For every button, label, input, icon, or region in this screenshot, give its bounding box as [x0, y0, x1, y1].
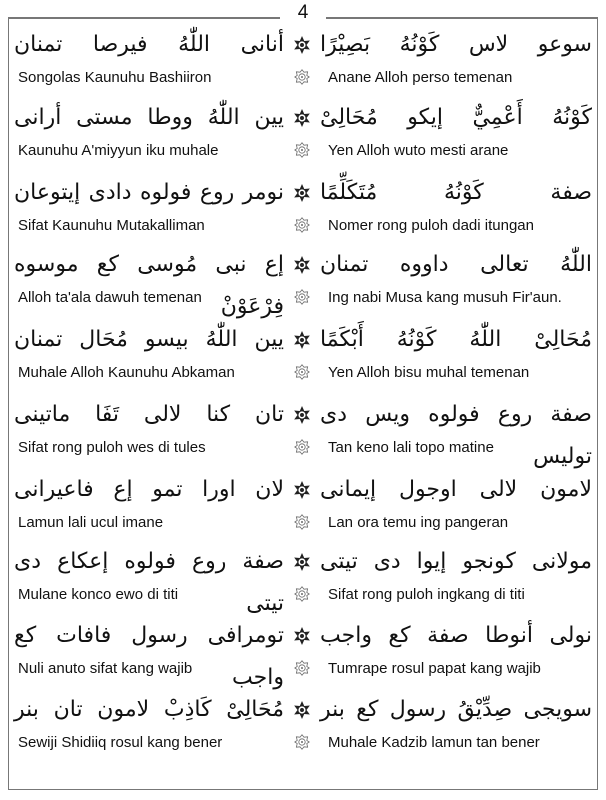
flower-ornament-icon: [294, 142, 310, 158]
arabic-verse-left: يين اللّٰهُ ووطا مستى أرانى: [14, 105, 284, 130]
latin-verse-left: Sifat Kaunuhu Mutakalliman: [18, 217, 205, 234]
arabic-verse-left: لان اورا تمو إع فاعيرانى: [14, 477, 284, 502]
latin-verse-right: Ing nabi Musa kang musuh Fir'aun.: [328, 289, 562, 306]
verse-row: [12, 244, 594, 318]
arabic-verse-left: نومر روع فولوه دادى إيتوعان: [14, 180, 284, 205]
star-ornament-icon: [293, 553, 311, 571]
page-number: 4: [297, 2, 309, 23]
latin-verse-left: Sewiji Shidiiq rosul kang bener: [18, 734, 223, 751]
arabic-verse-right: صفة كَوْنُهُ مُتَكَلِّمًا: [320, 180, 592, 205]
arabic-verse-right: اللّٰهُ تعالى داووه تمنان: [320, 252, 592, 277]
flower-ornament-icon: [294, 364, 310, 380]
star-ornament-icon: [293, 331, 311, 349]
arabic-verse-left: يين اللّٰهُ بيسو مُحَال تمنان: [14, 327, 284, 352]
star-ornament-icon: [293, 406, 311, 424]
arabic-verse-right: صفة روع فولوه ويس دى توليس: [320, 402, 592, 469]
arabic-verse-right: سوعو لاس كَوْنُهُ بَصِيْرًا: [320, 32, 592, 57]
verse-row: [12, 469, 594, 543]
verse-row: [12, 394, 594, 468]
verse-row: [12, 24, 594, 98]
arabic-verse-right: سويجى صِدِّيْقُ رسول كع بنر: [320, 697, 592, 722]
latin-verse-right: Muhale Kadzib lamun tan bener: [328, 734, 540, 751]
verse-row: [12, 172, 594, 246]
flower-ornament-icon: [294, 69, 310, 85]
verse-row: [12, 319, 594, 393]
star-ornament-icon: [293, 701, 311, 719]
arabic-verse-right: مُحَالِىْ اللّٰهُ كَوْنُهُ أَبْكَمًا: [320, 327, 592, 352]
star-ornament-icon: [293, 109, 311, 127]
arabic-verse-left: تان كنا لالى تَفَا ماتينى: [14, 402, 284, 427]
verse-row: [12, 97, 594, 171]
latin-verse-left: Songolas Kaunuhu Bashiiron: [18, 69, 212, 86]
latin-verse-right: Tumrape rosul papat kang wajib: [328, 660, 541, 677]
arabic-verse-right: كَوْنُهُ أَعْمِيٌّ إيكو مُحَالِىْ: [320, 105, 592, 130]
latin-verse-left: Nuli anuto sifat kang wajib: [18, 660, 193, 677]
verse-row: [12, 689, 594, 763]
latin-verse-right: Yen Alloh bisu muhal temenan: [328, 364, 530, 381]
latin-verse-right: Anane Alloh perso temenan: [328, 69, 513, 86]
verse-row: [12, 615, 594, 689]
verse-row: [12, 541, 594, 615]
flower-ornament-icon: [294, 734, 310, 750]
latin-verse-left: Kaunuhu A'miyyun iku muhale: [18, 142, 219, 159]
star-ornament-icon: [293, 36, 311, 54]
latin-verse-right: Sifat rong puloh ingkang di titi: [328, 586, 525, 603]
star-ornament-icon: [293, 184, 311, 202]
arabic-verse-left: مُحَالِىْ كَاذِبْ لامون تان بنر: [14, 697, 284, 722]
star-ornament-icon: [293, 481, 311, 499]
flower-ornament-icon: [294, 660, 310, 676]
arabic-verse-left: صفة روع فولوه إعكاع دى تيتى: [14, 549, 284, 616]
latin-verse-right: Nomer rong puloh dadi itungan: [328, 217, 534, 234]
latin-verse-left: Sifat rong puloh wes di tules: [18, 439, 206, 456]
latin-verse-left: Lamun lali ucul imane: [18, 514, 164, 531]
latin-verse-right: Lan ora temu ing pangeran: [328, 514, 509, 531]
star-ornament-icon: [293, 627, 311, 645]
latin-verse-right: Yen Alloh wuto mesti arane: [328, 142, 509, 159]
arabic-verse-right: لامون لالى اوجول إيمانى: [320, 477, 592, 502]
latin-verse-right: Tan keno lali topo matine: [328, 439, 494, 456]
latin-verse-left: Alloh ta'ala dawuh temenan: [18, 289, 202, 306]
star-ornament-icon: [293, 256, 311, 274]
flower-ornament-icon: [294, 289, 310, 305]
flower-ornament-icon: [294, 514, 310, 530]
flower-ornament-icon: [294, 439, 310, 455]
flower-ornament-icon: [294, 586, 310, 602]
arabic-verse-left: إع نبى مُوسى كع موسوه فِرْعَوْنْ: [14, 252, 284, 319]
arabic-verse-right: نولى أنوطا صفة كع واجب: [320, 623, 592, 648]
arabic-verse-right: مولانى كونجو إيوا دى تيتى: [320, 549, 592, 574]
flower-ornament-icon: [294, 217, 310, 233]
latin-verse-left: Muhale Alloh Kaunuhu Abkaman: [18, 364, 235, 381]
latin-verse-left: Mulane konco ewo di titi: [18, 586, 179, 603]
arabic-verse-left: أنانى اللّٰهُ فيرصا تمنان: [14, 32, 284, 57]
arabic-verse-left: تومرافى رسول فافات كع واجب: [14, 623, 284, 690]
